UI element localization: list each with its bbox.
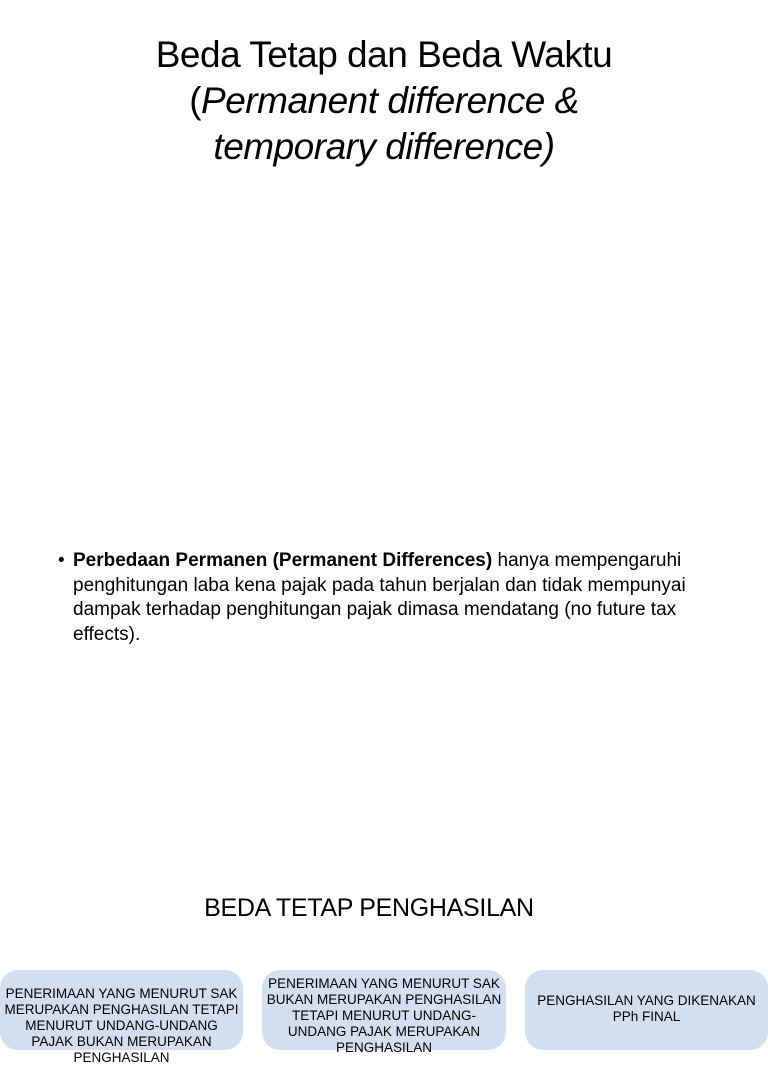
diagram-box-3-text-value: PENGHASILAN YANG DIKENAKAN PPh FINAL [537,993,756,1024]
diagram-box-1-text: PENERIMAAN YANG MENURUT SAK MERUPAKAN PENGHASILAN TETAPI MENURUT UNDANG-UNDANG PAJAK BUKAN MERUPAKAN PENGHASILAN [4,986,239,1065]
diagram-box-2-text: PENERIMAAN YANG MENURUT SAK BUKAN MERUPAKAN PENGHASILAN TETAPI MENURUT UNDANG-UNDANG PAJAK MERUPAKAN PENGHASILAN [266,976,502,1055]
bullet-item [58,549,708,647]
slide-title [0,32,768,170]
title-line-3 [0,124,768,170]
diagram-box-2 [262,970,506,1055]
diagram-box-3-text [525,970,768,1025]
bullet-text [73,549,708,647]
bullet-body-text: hanya mempengaruhi penghitungan laba kena pajak pada tahun berjalan dan tidak mempunyai dampak terhadap penghitungan pajak dimasa mendatang (no future tax effects). [73,550,686,645]
bullet-bold-text: Perbedaan Permanen (Permanent Differences) [73,550,493,571]
diagram-box-1 [0,970,243,1065]
section-heading: BEDA TETAP PENGHASILAN [204,894,534,922]
title-line-2-italic: Permanent difference & [201,80,579,121]
title-line-1: Beda Tetap dan Beda Waktu [155,34,613,75]
diagram-box-3 [525,970,768,1050]
title-line-3-italic: temporary difference) [213,126,555,167]
bullet-list [58,549,708,647]
title-open-paren: ( [189,80,202,121]
bullet-dot-icon: • [58,550,65,571]
title-line-2 [0,78,768,124]
